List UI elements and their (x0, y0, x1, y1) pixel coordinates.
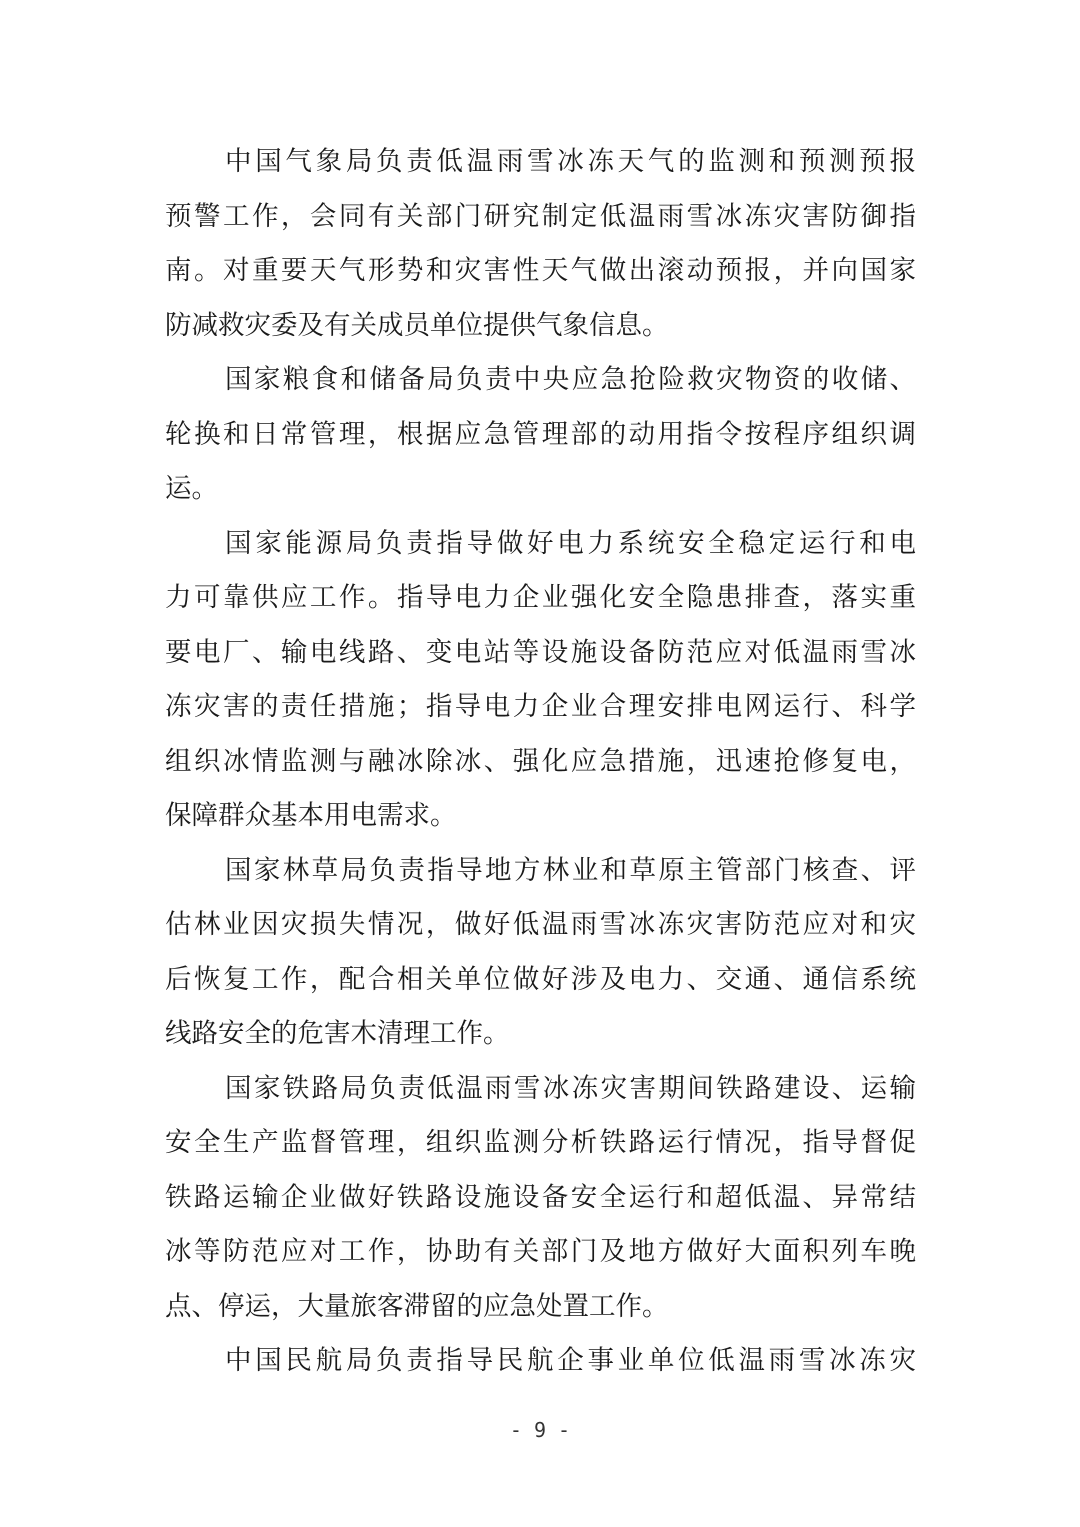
paragraph (165, 1062, 916, 1335)
paragraph (165, 135, 916, 353)
text-line: 冻灾害的责任措施；指导电力企业合理安排电网运行、科学 (165, 691, 916, 722)
text-line: 中国民航局负责指导民航企事业单位低温雨雪冰冻灾 (225, 1345, 916, 1376)
text-line: 冰等防范应对工作，协助有关部门及地方做好大面积列车晚 (165, 1236, 916, 1267)
text-line: 预警工作，会同有关部门研究制定低温雨雪冰冻灾害防御指 (165, 200, 916, 232)
text-line: 点、停运，大量旅客滞留的应急处置工作。 (165, 1290, 669, 1322)
paragraph (165, 353, 916, 517)
paragraph (165, 1334, 916, 1389)
page-number: - 9 - (509, 1418, 571, 1442)
text-line: 南。对重要天气形势和灾害性天气做出滚动预报，并向国家 (165, 255, 916, 286)
paragraph (165, 517, 916, 844)
text-line: 力可靠供应工作。指导电力企业强化安全隐患排查，落实重 (165, 582, 916, 613)
text-line: 国家粮食和储备局负责中央应急抢险救灾物资的收储、 (225, 364, 916, 395)
document-body (165, 135, 916, 1389)
text-line: 估林业因灾损失情况，做好低温雨雪冰冻灾害防范应对和灾 (165, 909, 916, 940)
text-line: 要电厂、输电线路、变电站等设施设备防范应对低温雨雪冰 (165, 636, 916, 668)
text-line: 防减救灾委及有关成员单位提供气象信息。 (165, 309, 669, 341)
text-line: 国家林草局负责指导地方林业和草原主管部门核查、评 (225, 854, 916, 886)
text-line: 运。 (165, 473, 218, 504)
text-line: 线路安全的危害木清理工作。 (165, 1018, 510, 1049)
paragraph (165, 844, 916, 1062)
text-line: 中国气象局负责低温雨雪冰冻天气的监测和预测预报 (225, 146, 916, 177)
text-line: 轮换和日常管理，根据应急管理部的动用指令按程序组织调 (165, 418, 916, 450)
text-line: 保障群众基本用电需求。 (165, 800, 457, 831)
text-line: 后恢复工作，配合相关单位做好涉及电力、交通、通信系统 (165, 963, 916, 995)
text-line: 组织冰情监测与融冰除冰、强化应急措施，迅速抢修复电， (165, 745, 916, 777)
text-line: 安全生产监督管理，组织监测分析铁路运行情况，指导督促 (165, 1127, 916, 1158)
text-line: 国家能源局负责指导做好电力系统安全稳定运行和电 (225, 527, 916, 559)
text-line: 铁路运输企业做好铁路设施设备安全运行和超低温、异常结 (165, 1181, 916, 1213)
text-line: 国家铁路局负责低温雨雪冰冻灾害期间铁路建设、运输 (225, 1072, 916, 1104)
